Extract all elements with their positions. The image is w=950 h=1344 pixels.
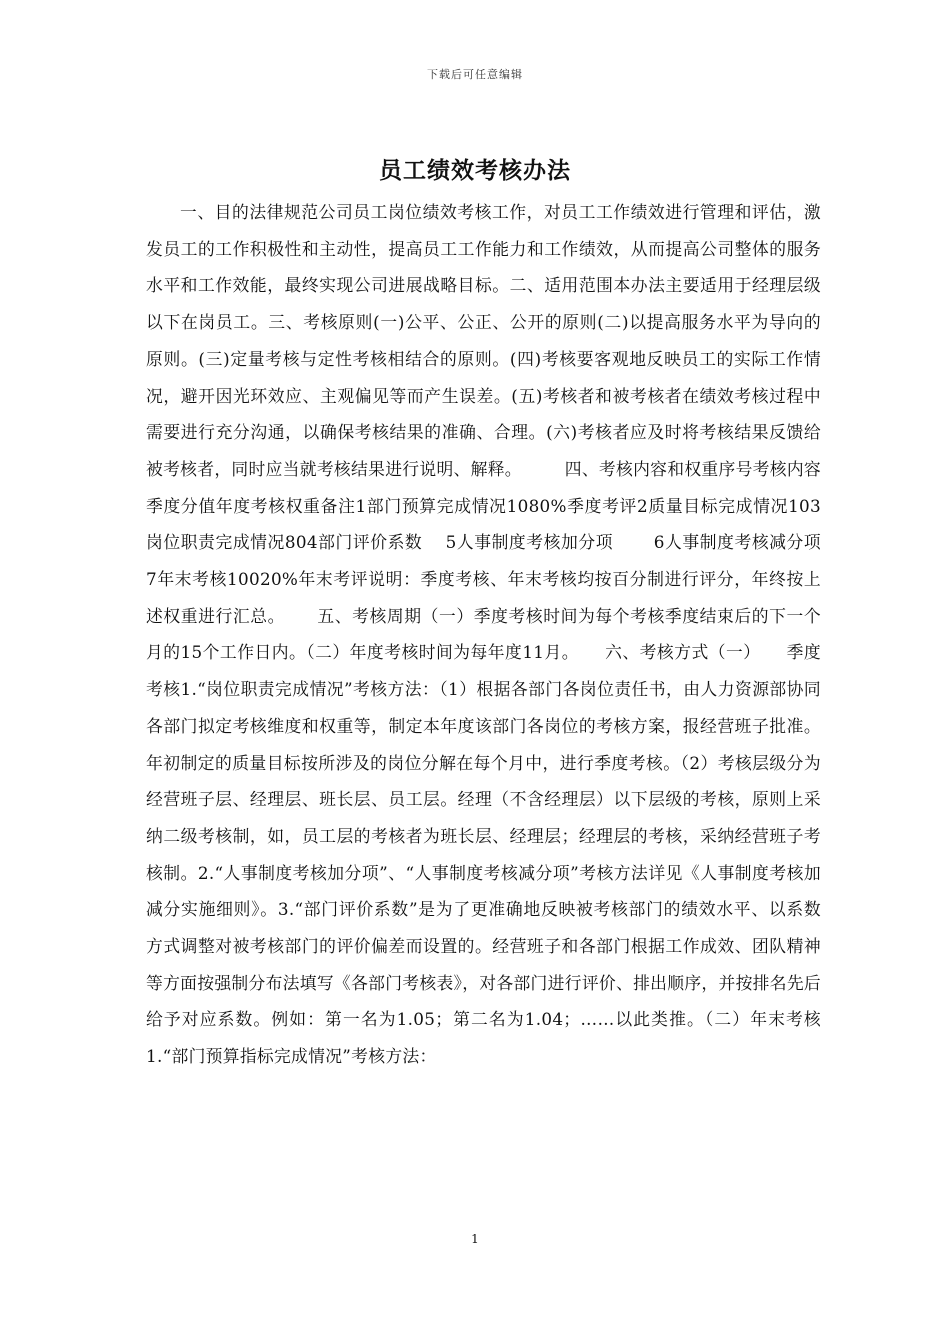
- document-body: 一、目的法律规范公司员工岗位绩效考核工作，对员工工作绩效进行管理和评估，激发员工的工作积极性和主动性，提高员工工作能力和工作绩效，从而提高公司整体的服务水平和工作效能，最终实现公司进展战略目标。二、适用范围本办法主要适用于经理层级以下在岗员工。三、考核原则(一)公平、公正、公开的原则(二)以提高服务水平为导向的原则。(三)定量考核与定性考核相结合的原则。(四)考核要客观地反映员工的实际工作情况，避开因光环效应、主观偏见等而产生误差。(五)考核者和被考核者在绩效考核过程中需要进行充分沟通，以确保考核结果的准确、合理。(六)考核者应及时将考核结果反馈给被考核者，同时应当就考核结果进行说明、解释。 四、考核内容和权重序号考核内容季度分值年度考核权重备注1部门预算完成情况1080%季度考评2质量目标完成情况103岗位职责完成情况804部门评价系数 5人事制度考核加分项 6人事制度考核减分项 7年末考核10020%年末考评说明：季度考核、年末考核均按百分制进行评分，年终按上述权重进行汇总。 五、考核周期（一）季度考核时间为每个考核季度结束后的下一个月的15个工作日内。（二）年度考核时间为每年度11月。 六、考核方式（一） 季度考核1.“岗位职责完成情况”考核方法：（1）根据各部门各岗位责任书，由人力资源部协同各部门拟定考核维度和权重等，制定本年度该部门各岗位的考核方案，报经营班子批准。年初制定的质量目标按所涉及的岗位分解在每个月中，进行季度考核。（2）考核层级分为经营班子层、经理层、班长层、员工层。经理（不含经理层）以下层级的考核，原则上采纳二级考核制，如，员工层的考核者为班长层、经理层；经理层的考核，采纳经营班子考核制。2.“人事制度考核加分项”、“人事制度考核减分项”考核方法详见《人事制度考核加减分实施细则》。3.“部门评价系数”是为了更准确地反映被考核部门的绩效水平、以系数方式调整对被考核部门的评价偏差而设置的。经营班子和各部门根据工作成效、团队精神等方面按强制分布法填写《各部门考核表》，对各部门进行评价、排出顺序，并按排名先后给予对应系数。例如：第一名为1.05；第二名为1.04；……以此类推。（二）年末考核1.“部门预算指标完成情况”考核方法：: [146, 202, 861, 1067]
- document-title: 员工绩效考核办法: [379, 158, 571, 184]
- page-number: 1: [471, 1232, 479, 1246]
- header-note: 下载后可任意编辑: [427, 68, 523, 81]
